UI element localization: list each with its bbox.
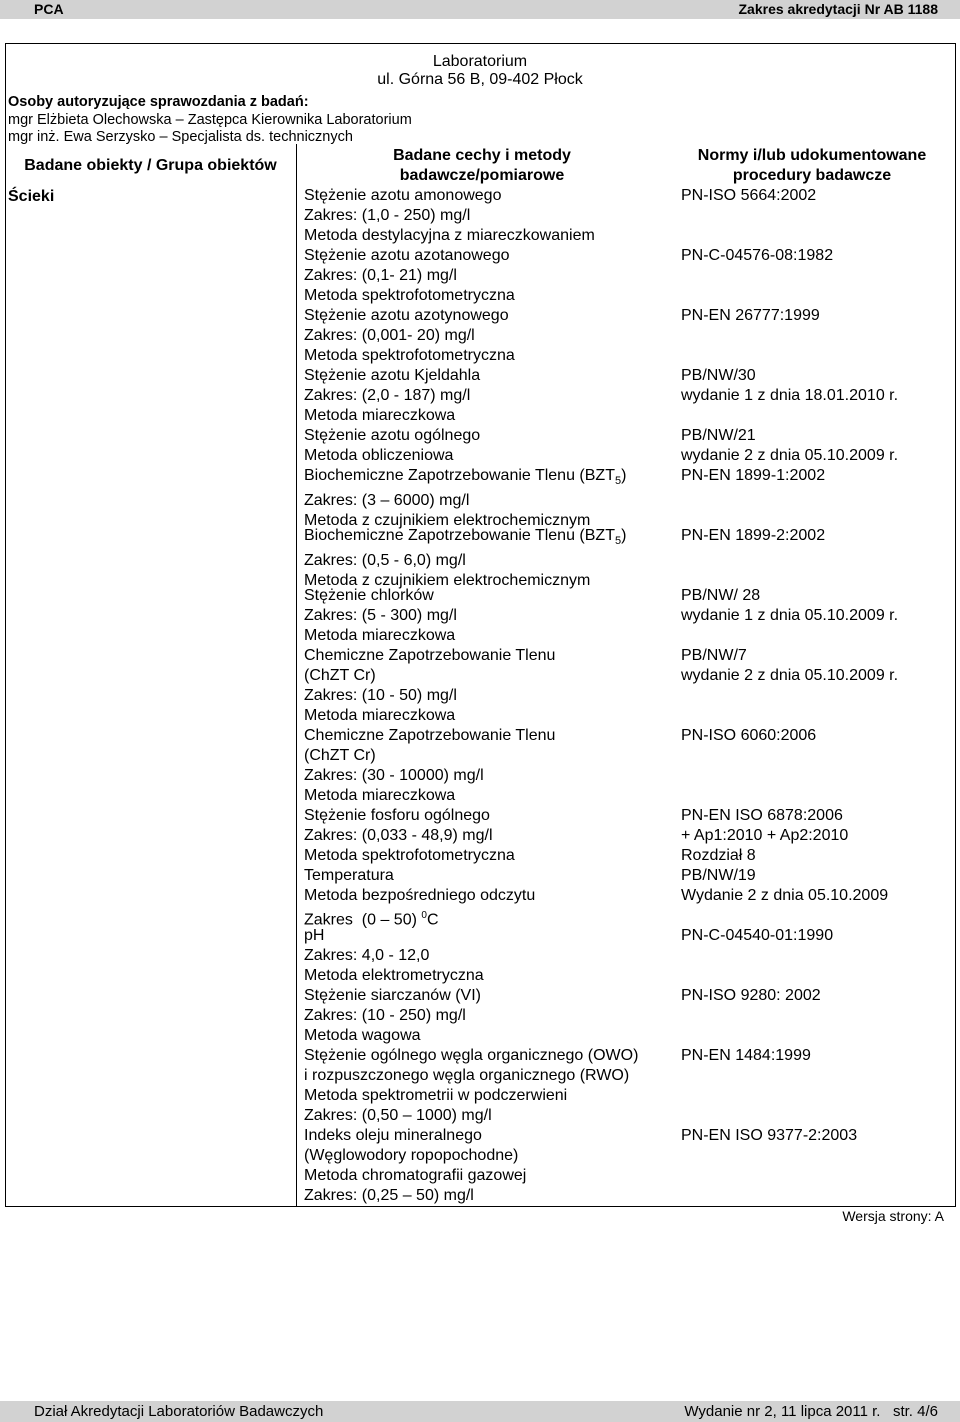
norm-line: wydanie 2 z dnia 05.10.2009 r.	[681, 667, 899, 684]
norm-line: Rozdział 8	[681, 847, 756, 864]
method-cell	[304, 866, 535, 930]
norm-cell	[681, 186, 816, 206]
authorized-title: Osoby autoryzujące sprawozdania z badań:	[8, 94, 309, 110]
lab-address: ul. Górna 56 B, 09-402 Płock	[377, 71, 583, 88]
method-line: Zakres: (2,0 - 187) mg/l	[304, 387, 471, 404]
method-line: Metoda spektrofotometryczna	[304, 847, 515, 864]
lab-title: Laboratorium	[432, 53, 528, 70]
footer-department: Dział Akredytacji Laboratoriów Badawczych	[34, 1403, 324, 1420]
method-line: Metoda elektrometryczna	[304, 967, 484, 984]
method-line: Stężenie ogólnego węgla organicznego (OWO)	[304, 1047, 639, 1064]
method-line: Metoda z czujnikiem elektrochemicznym	[304, 572, 591, 590]
method-line: Metoda spektrometrii w podczerwieni	[304, 1087, 568, 1104]
method-line: pH	[304, 927, 325, 944]
norm-line: PN-ISO 9280: 2002	[681, 987, 821, 1004]
method-line: Metoda obliczeniowa	[304, 447, 454, 464]
method-cell	[304, 726, 555, 806]
norm-line: PB/NW/19	[681, 867, 756, 884]
bzt-subscript: 5	[614, 475, 622, 488]
method-line: Zakres: (5 - 300) mg/l	[304, 607, 457, 624]
norm-line: PN-ISO 5664:2002	[681, 187, 817, 204]
method-cell	[304, 586, 457, 646]
norm-cell	[681, 926, 833, 946]
bzt-label: Biochemiczne Zapotrzebowanie Tlenu (BZT	[304, 467, 615, 484]
norm-line: + Ap1:2010 + Ap2:2010	[681, 827, 849, 844]
method-line: Metoda miareczkowa	[304, 707, 456, 724]
method-cell	[304, 366, 480, 426]
norm-line: PN-EN 1899-2:2002	[681, 527, 826, 544]
method-line: Metoda miareczkowa	[304, 407, 456, 424]
norm-cell	[681, 306, 820, 326]
method-line: Metoda z czujnikiem elektrochemicznym	[304, 512, 591, 530]
norm-line: PN-C-04540-01:1990	[681, 927, 834, 944]
page-header	[0, 0, 960, 19]
temperature-unit: C	[426, 911, 439, 929]
method-line: Stężenie azotu ogólnego	[304, 427, 481, 444]
temperature-range: Zakres (0 – 50)	[304, 911, 422, 929]
method-cell	[304, 426, 480, 466]
column-header-objects: Badane obiekty / Grupa obiektów	[24, 157, 277, 174]
method-line: Metoda spektrofotometryczna	[304, 287, 515, 304]
method-line: Stężenie azotu azotanowego	[304, 247, 510, 264]
method-line: Metoda miareczkowa	[304, 787, 456, 804]
norm-line: PB/NW/7	[681, 647, 747, 664]
norm-line: PN-C-04576-08:1982	[681, 247, 834, 264]
method-line: Zakres: (10 - 50) mg/l	[304, 687, 457, 704]
norm-line: PB/NW/21	[681, 427, 756, 444]
column-header-methods-line: Badane cechy i metody	[393, 147, 571, 164]
method-line: (Węglowodory ropopochodne)	[304, 1147, 519, 1164]
footer-edition: Wydanie nr 2, 11 lipca 2011 r. str. 4/6	[684, 1403, 938, 1420]
norm-line: PN-EN 1899-1:2002	[681, 467, 826, 484]
norm-line: Wydanie 2 z dnia 05.10.2009	[681, 887, 889, 904]
norm-cell	[681, 366, 898, 406]
method-line: Metoda bezpośredniego odczytu	[304, 887, 536, 904]
method-line: (ChZT Cr)	[304, 667, 376, 684]
method-line: Zakres: (0,001- 20) mg/l	[304, 327, 475, 344]
column-header-norms-line: Normy i/lub udokumentowane	[697, 147, 927, 164]
method-line: Stężenie azotu Kjeldahla	[304, 367, 481, 384]
norm-cell	[681, 246, 833, 266]
method-line: Zakres: (3 – 6000) mg/l	[304, 492, 470, 510]
method-line: Indeks oleju mineralnego	[304, 1127, 482, 1144]
method-cell	[304, 186, 595, 246]
method-cell	[304, 1046, 638, 1126]
method-line: Zakres: (30 - 10000) mg/l	[304, 767, 484, 784]
norm-line: PN-EN 1484:1999	[681, 1047, 811, 1064]
norm-line: wydanie 2 z dnia 05.10.2009 r.	[681, 447, 899, 464]
norm-line: PB/NW/ 28	[681, 587, 761, 604]
norm-line: PN-EN ISO 9377-2:2003	[681, 1127, 858, 1144]
tested-object: Ścieki	[8, 188, 55, 205]
norm-line: PN-EN ISO 6878:2006	[681, 807, 843, 824]
bzt-subscript: 5	[614, 535, 622, 548]
method-cell	[304, 306, 515, 366]
method-line: Metoda wagowa	[304, 1027, 421, 1044]
method-cell	[304, 986, 481, 1046]
method-cell	[304, 1126, 526, 1206]
method-line: Metoda destylacyjna z miareczkowaniem	[304, 227, 595, 244]
method-line: Chemiczne Zapotrzebowanie Tlenu	[304, 647, 556, 664]
authorized-person: mgr Elżbieta Olechowska – Zastępca Kierownika Laboratorium	[8, 111, 412, 128]
norm-cell	[681, 806, 848, 866]
column-header-methods	[296, 146, 668, 186]
norm-cell	[681, 866, 888, 906]
authorized-person: mgr inż. Ewa Serzysko – Specjalista ds. technicznych	[8, 129, 353, 145]
method-line: Stężenie fosforu ogólnego	[304, 807, 490, 824]
bzt-suffix: )	[621, 467, 627, 484]
method-line: Zakres: (1,0 - 250) mg/l	[304, 207, 471, 224]
norm-cell	[681, 426, 898, 466]
method-line: Stężenie azotu amonowego	[304, 187, 502, 204]
norm-line: PN-EN 26777:1999	[681, 307, 820, 324]
method-line	[304, 526, 626, 551]
norm-line: wydanie 1 z dnia 05.10.2009 r.	[681, 607, 899, 624]
method-cell	[304, 246, 515, 306]
method-line	[304, 466, 626, 491]
column-divider	[296, 144, 297, 1207]
method-line: Zakres: 4,0 - 12,0	[304, 947, 430, 964]
column-header-norms	[668, 146, 956, 186]
norm-cell	[681, 466, 825, 486]
method-line: Temperatura	[304, 867, 394, 884]
method-line: (ChZT Cr)	[304, 747, 376, 764]
degree-superscript: 0	[421, 910, 427, 921]
norm-cell	[681, 646, 898, 686]
norm-cell	[681, 586, 898, 626]
norm-line: PN-ISO 6060:2006	[681, 727, 817, 744]
norm-cell	[681, 986, 821, 1006]
bzt-suffix: )	[621, 527, 627, 544]
method-line: Stężenie siarczanów (VI)	[304, 987, 481, 1004]
method-line: Zakres: (0,5 - 6,0) mg/l	[304, 552, 466, 570]
norm-line: wydanie 1 z dnia 18.01.2010 r.	[681, 387, 899, 404]
method-line: Zakres: (0,1- 21) mg/l	[304, 267, 457, 284]
bzt-label: Biochemiczne Zapotrzebowanie Tlenu (BZT	[304, 527, 615, 544]
page-footer	[0, 1401, 960, 1422]
method-line: Chemiczne Zapotrzebowanie Tlenu	[304, 727, 556, 744]
column-header-methods-line: badawcze/pomiarowe	[399, 167, 565, 184]
method-line: Metoda chromatografii gazowej	[304, 1167, 527, 1184]
page-version: Wersja strony: A	[842, 1208, 944, 1224]
method-line: i rozpuszczonego węgla organicznego (RWO)	[304, 1067, 630, 1084]
norm-cell	[681, 726, 816, 746]
column-header-norms-line: procedury badawcze	[732, 167, 892, 184]
norm-cell	[681, 1126, 857, 1146]
norm-cell	[681, 1046, 811, 1066]
method-line: Zakres: (0,033 - 48,9) mg/l	[304, 827, 493, 844]
method-cell	[304, 526, 626, 591]
header-scope: Zakres akredytacji Nr AB 1188	[738, 1, 938, 17]
method-cell	[304, 806, 515, 866]
method-line: Stężenie azotu azotynowego	[304, 307, 509, 324]
norm-cell	[681, 526, 825, 546]
method-line: Metoda spektrofotometryczna	[304, 347, 515, 364]
method-line: Zakres: (0,50 – 1000) mg/l	[304, 1107, 492, 1124]
method-line: Zakres: (10 - 250) mg/l	[304, 1007, 466, 1024]
header-org: PCA	[34, 1, 64, 17]
norm-line: PB/NW/30	[681, 367, 756, 384]
method-cell	[304, 646, 555, 726]
method-cell	[304, 466, 626, 531]
method-line: Metoda miareczkowa	[304, 627, 456, 644]
method-line: Zakres: (0,25 – 50) mg/l	[304, 1187, 474, 1204]
method-cell	[304, 926, 484, 986]
method-line: Stężenie chlorków	[304, 587, 434, 604]
authorized-persons	[8, 94, 412, 147]
